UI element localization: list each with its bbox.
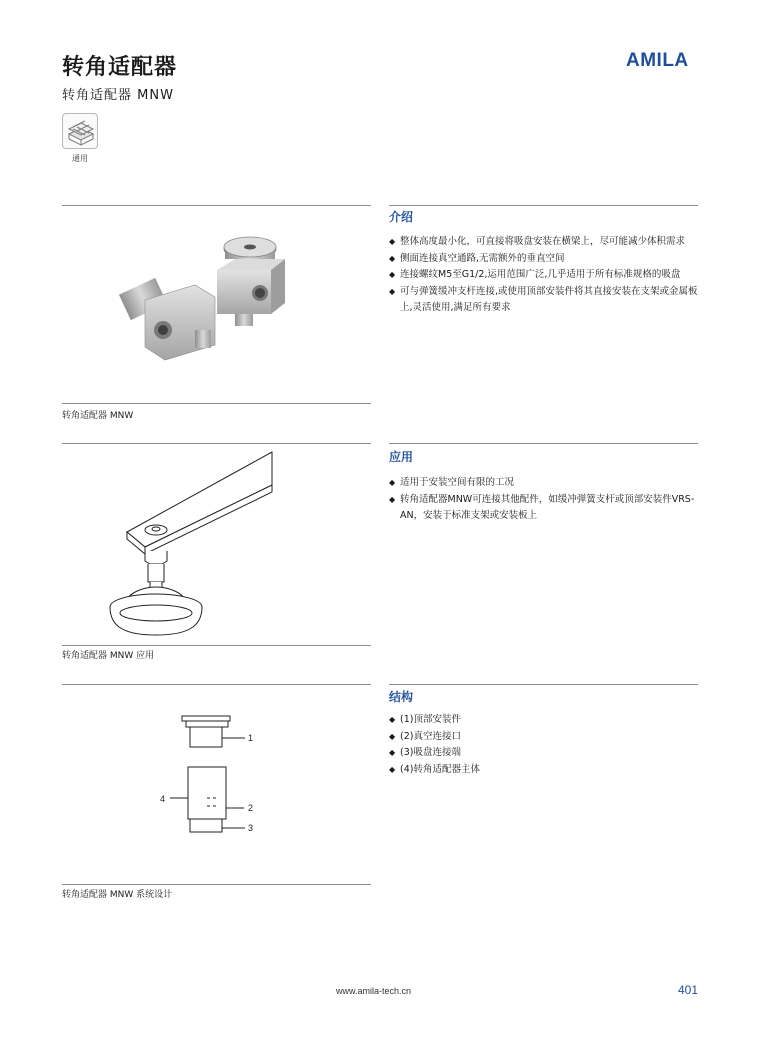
adapter-right [217,237,285,326]
divider [389,443,698,444]
callout-2: 2 [248,803,254,813]
adapter-left [119,278,215,360]
brand-logo: AMILA [626,50,689,71]
list-item: ◆ 可与弹簧缓冲支杆连接,或使用顶部安装件将其直接安装在支架或金属板上,灵活使用,满足所有要求 [389,284,705,317]
product-photo [95,225,335,375]
intro-heading: 介绍 [389,210,414,224]
page-title: 转角适配器 [62,55,178,80]
badge-label: 通用 [72,154,88,163]
list-item: ◆ 适用于安装空间有限的工况 [389,475,705,492]
divider [389,205,698,206]
callout-1: 1 [248,733,254,743]
callout-4: 4 [160,794,166,804]
list-item: ◆ 整体高度最小化，可直接将吸盘安装在横梁上，尽可能减少体积需求 [389,234,705,251]
list-item: ◆ 侧面连接真空通路,无需额外的垂直空间 [389,251,705,268]
divider [62,443,371,444]
application-drawing [100,447,280,637]
list-item: ◆ 转角适配器MNW可连接其他配件，如缓冲弹簧支杆或顶部安装件VRS-AN，安装于标准支架或安装板上 [389,492,705,525]
structure-list [389,712,705,778]
list-item: ◆ (4)转角适配器主体 [389,762,705,779]
list-item: ◆ (2)真空连接口 [389,729,705,746]
stacked-grid-icon [62,113,98,149]
divider [62,205,371,206]
divider [62,884,371,885]
list-item: ◆ (1)顶部安装件 [389,712,705,729]
divider [62,403,371,404]
intro-list [389,234,705,317]
website-link[interactable]: www.amila-tech.cn [336,986,412,996]
list-item: ◆ (3)吸盘连接端 [389,745,705,762]
intro-caption: 转角适配器 MNW [62,411,134,421]
structure-caption: 转角适配器 MNW 系统设计 [62,890,173,900]
structure-drawing [150,710,280,845]
structure-heading: 结构 [389,690,414,704]
divider [62,684,371,685]
list-item: ◆ 连接螺纹M5至G1/2,运用范围广泛,几乎适用于所有标准规格的吸盘 [389,267,705,284]
page-number: 401 [678,983,699,997]
divider [389,684,698,685]
application-heading: 应用 [389,450,414,464]
divider [62,645,371,646]
callout-3: 3 [248,823,254,833]
application-list [389,475,705,525]
application-caption: 转角适配器 MNW 应用 [62,651,155,661]
page-subtitle: 转角适配器 MNW [62,88,174,103]
